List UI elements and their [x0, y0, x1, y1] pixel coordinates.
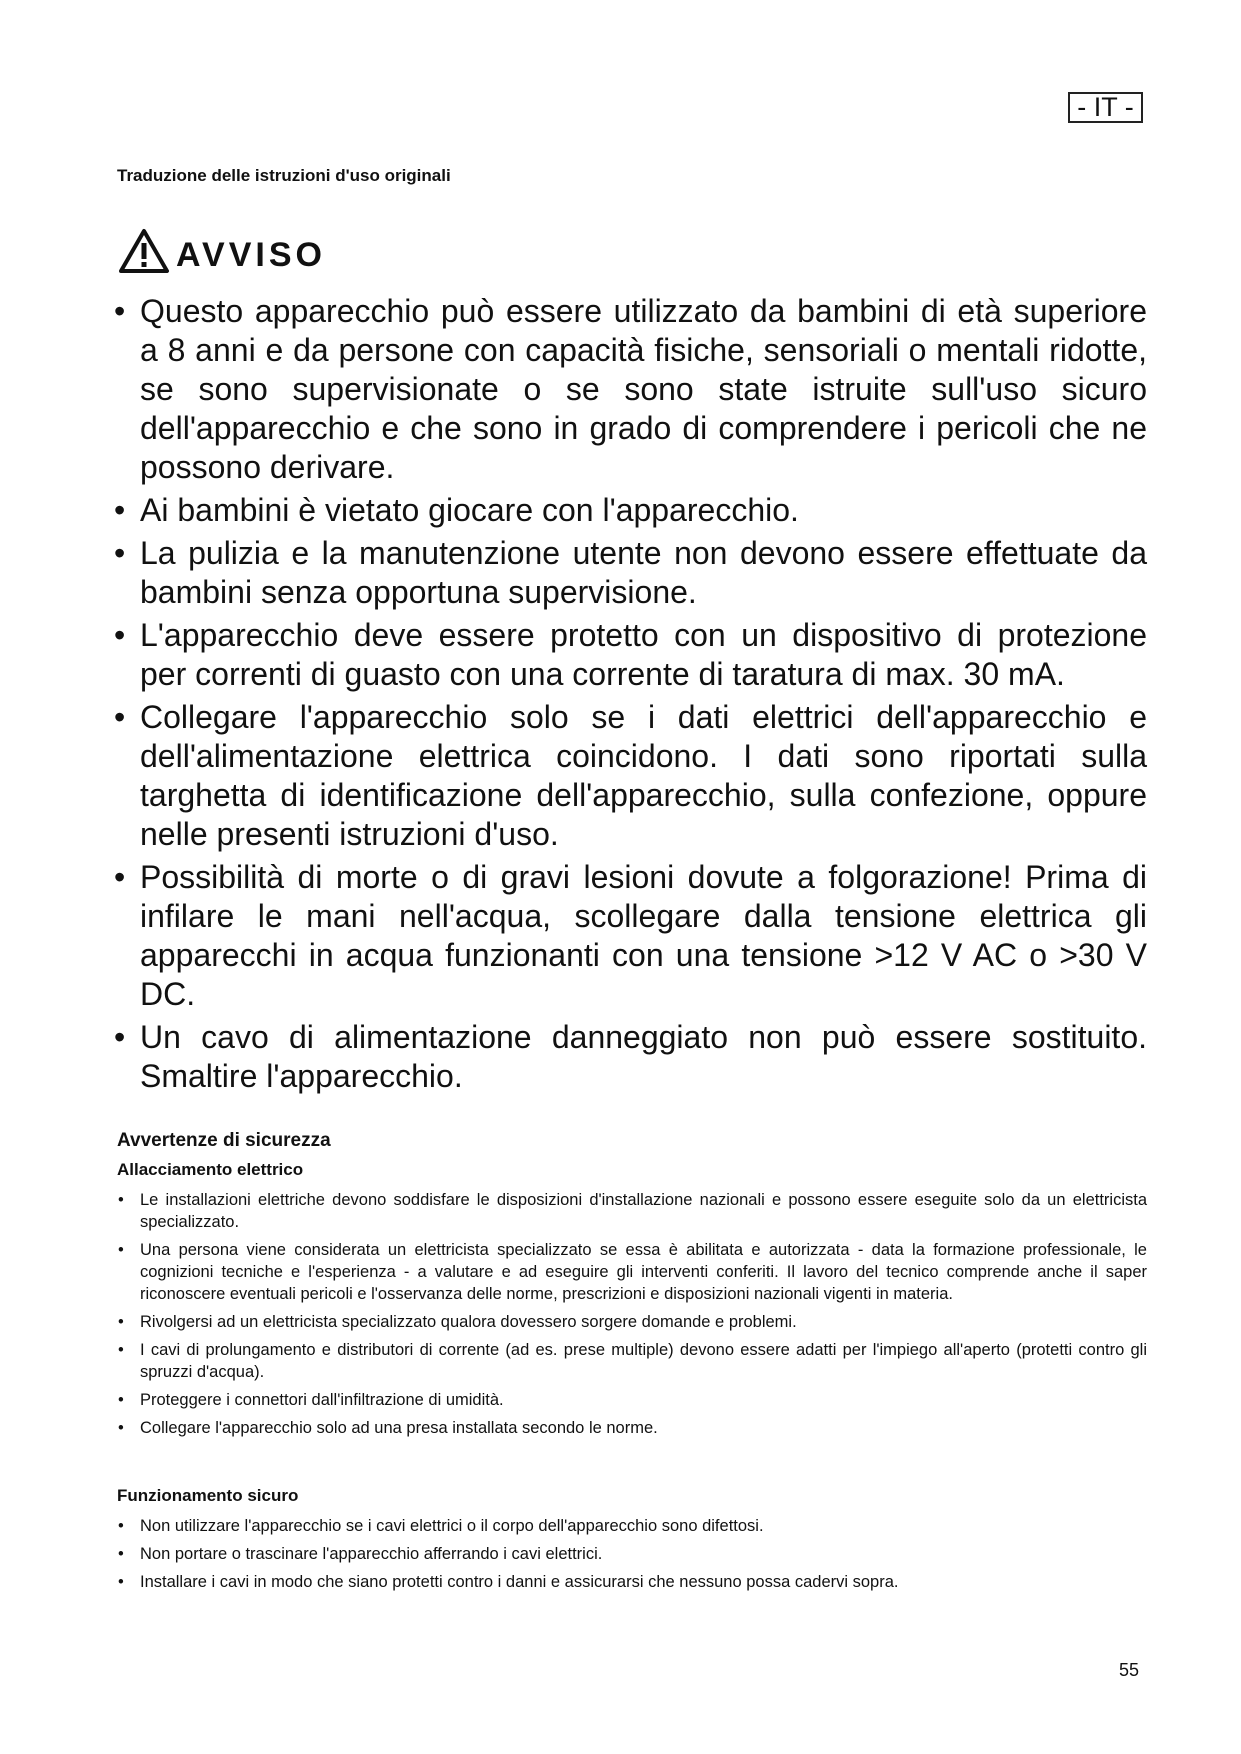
operation-section — [117, 1486, 1147, 1599]
electrical-item: • I cavi di prolungamento e distributori di corrente (ad es. prese multiple) devono essere adatti per l'impiego all'aperto (protetti contro gli spruzzi d'acqua). — [118, 1341, 1147, 1381]
warning-item: • Questo apparecchio può essere utilizzato da bambini di età superiore a 8 anni e da persone con capacità fisiche, sensoriali o mentali ridotte, se sono supervisionate o se sono state istruite sull'uso sicuro dell'apparecchio e che sono in grado di comprendere i pericoli che ne possono derivare. — [114, 293, 1147, 485]
page-subtitle: Traduzione delle istruzioni d'uso originali — [117, 166, 451, 185]
operation-item: • Non utilizzare l'apparecchio se i cavi elettrici o il corpo dell'apparecchio sono difettosi. — [118, 1517, 764, 1535]
language-badge: - IT - — [1068, 92, 1143, 123]
warning-item: • Collegare l'apparecchio solo se i dati elettrici dell'apparecchio e dell'alimentazione elettrica coincidono. I dati sono riportati sulla targhetta di identificazione dell'apparecchio, sulla confezione, oppure nelle presenti istruzioni d'uso. — [114, 699, 1147, 852]
warning-item: • Possibilità di morte o di gravi lesioni dovute a folgorazione! Prima di infilare le mani nell'acqua, scollegare dalla tensione elettrica gli apparecchi in acqua funzionanti con una tensione >12 V AC o >30 V DC. — [114, 859, 1147, 1012]
electrical-item: • Una persona viene considerata un elettricista specializzato se essa è abilitata e autorizzata - data la formazione professionale, le cognizioni tecniche e l'esperienza - a valutare e ad eseguire gli interventi conferiti. Il lavoro del tecnico comprende anche il saper riconoscere eventuali pericoli e l'osservanza delle norme, prescrizioni e disposizioni nazionali vigenti in materia. — [118, 1241, 1147, 1303]
safety-title: Avvertenze di sicurezza — [117, 1130, 331, 1151]
warning-title: AVVISO — [176, 236, 326, 274]
warning-list — [112, 292, 1147, 1100]
operation-title: Funzionamento sicuro — [117, 1486, 299, 1505]
electrical-list — [117, 1189, 1147, 1439]
warning-heading — [118, 228, 326, 274]
warning-item: • Ai bambini è vietato giocare con l'apparecchio. — [114, 492, 799, 528]
electrical-item: • Proteggere i connettori dall'infiltrazione di umidità. — [118, 1391, 504, 1409]
safety-section — [117, 1130, 1147, 1445]
electrical-item: • Collegare l'apparecchio solo ad una presa installata secondo le norme. — [118, 1419, 658, 1437]
warning-item: • La pulizia e la manutenzione utente non devono essere effettuate da bambini senza opportuna supervisione. — [114, 535, 1147, 610]
warning-item: • L'apparecchio deve essere protetto con un dispositivo di protezione per correnti di guasto con una corrente di taratura di max. 30 mA. — [114, 617, 1147, 692]
operation-item: • Non portare o trascinare l'apparecchio afferrando i cavi elettrici. — [118, 1545, 603, 1563]
warning-triangle-icon — [118, 228, 170, 274]
electrical-title: Allacciamento elettrico — [117, 1160, 304, 1179]
operation-list — [117, 1515, 1147, 1593]
electrical-item: • Rivolgersi ad un elettricista specializzato qualora dovessero sorgere domande e problemi. — [118, 1313, 797, 1331]
page-number: 55 — [1119, 1660, 1140, 1680]
electrical-item: • Le installazioni elettriche devono soddisfare le disposizioni d'installazione nazionali e possono essere eseguite solo da un elettricista specializzato. — [118, 1191, 1147, 1231]
warning-item: • Un cavo di alimentazione danneggiato non può essere sostituito. Smaltire l'apparecchio. — [114, 1019, 1147, 1094]
operation-item: • Installare i cavi in modo che siano protetti contro i danni e assicurarsi che nessuno possa cadervi sopra. — [118, 1573, 899, 1591]
